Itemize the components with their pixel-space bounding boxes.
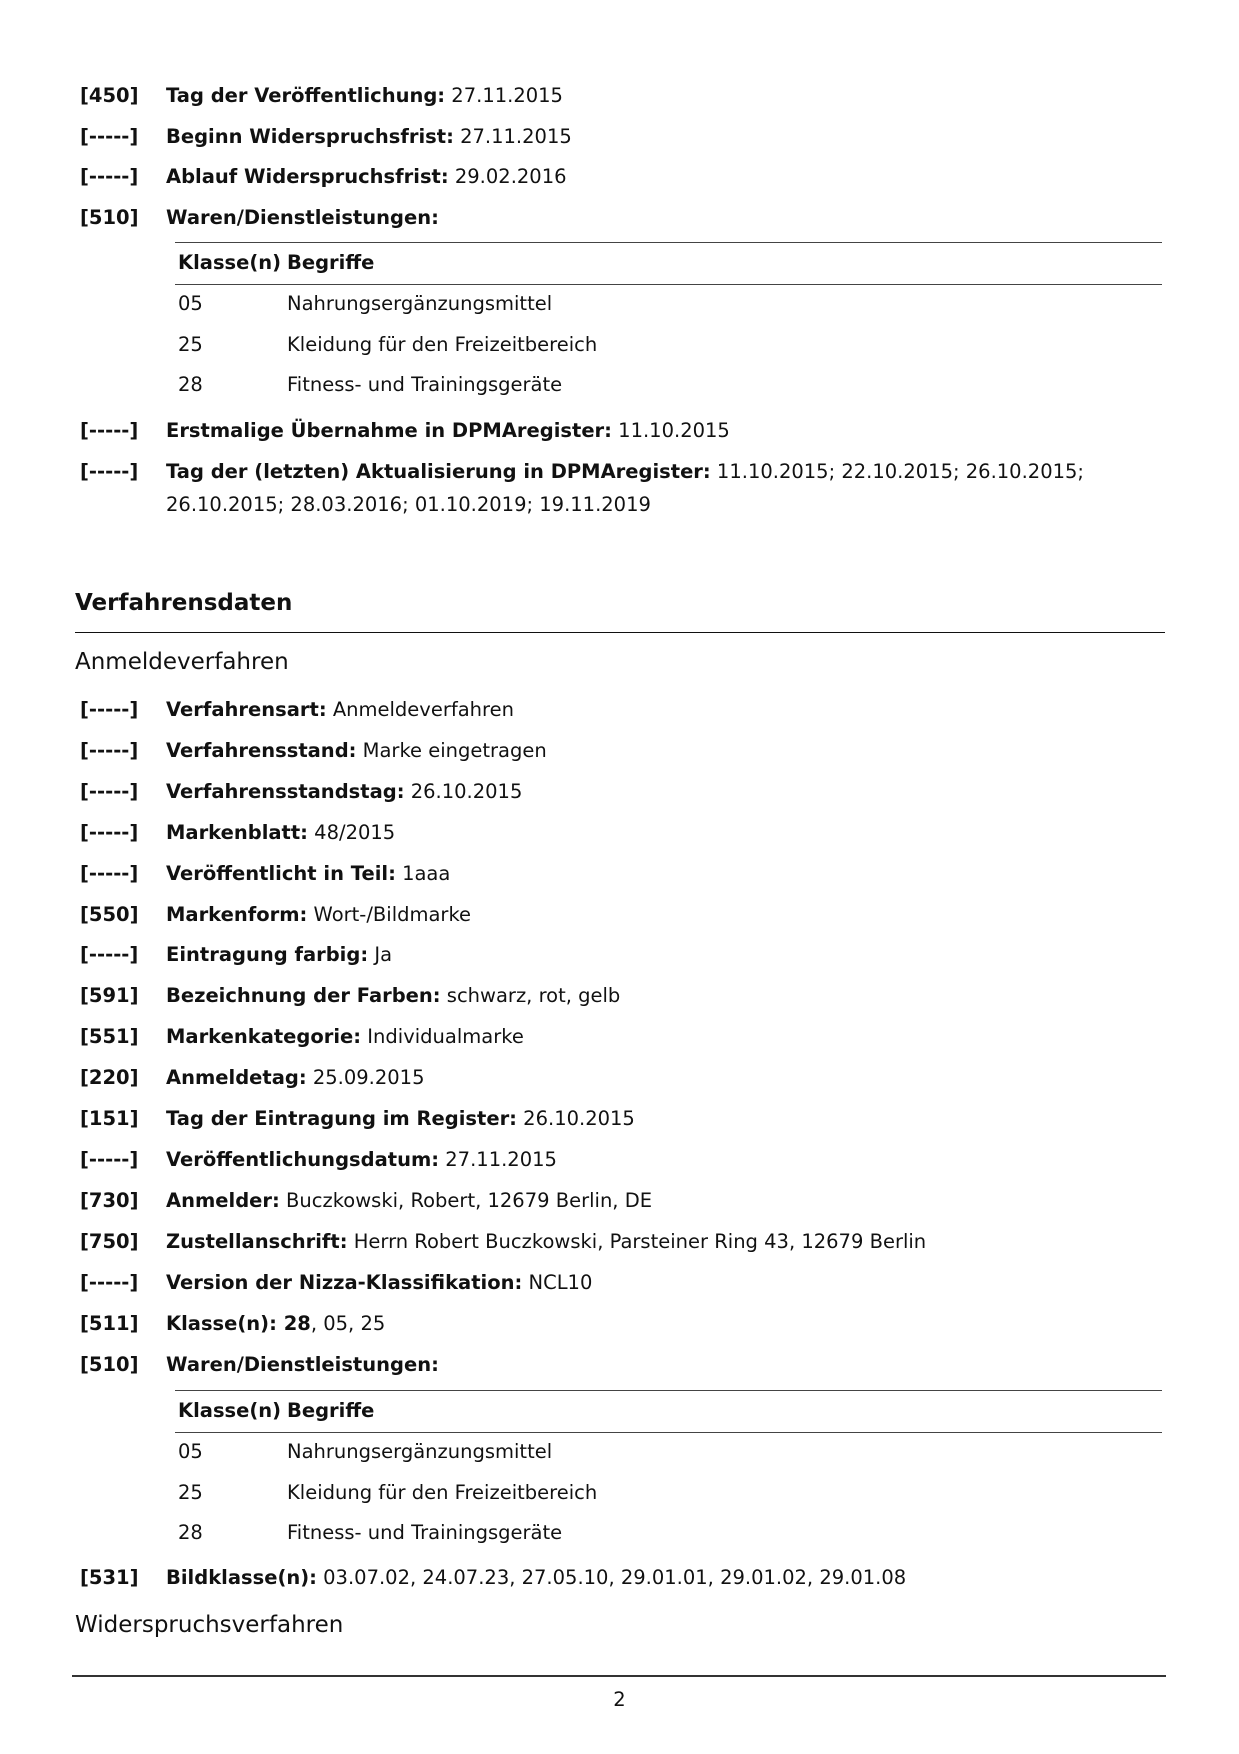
field-label: Bildklasse(n):: [166, 1566, 317, 1589]
field-value: 27.11.2015: [439, 1148, 557, 1171]
field-value: 11.10.2015; 22.10.2015; 26.10.2015;: [710, 460, 1084, 483]
field-value: Ja: [368, 943, 393, 966]
field-label: Waren/Dienstleistungen:: [166, 206, 439, 229]
table-cell-klasse: 28: [178, 1521, 203, 1544]
field-value: 29.02.2016: [448, 165, 567, 188]
field-label: Markenkategorie:: [166, 1025, 362, 1048]
inid-code: [-----]: [80, 943, 139, 966]
footer-rule: [72, 1675, 1166, 1677]
inid-code: [551]: [80, 1025, 139, 1048]
field-label: Klasse(n):: [166, 1312, 277, 1335]
inid-code: [-----]: [80, 780, 139, 803]
field-label: Anmeldetag:: [166, 1066, 307, 1089]
inid-code: [-----]: [80, 821, 139, 844]
field-value: 26.10.2015: [404, 780, 523, 803]
field-value: Marke eingetragen: [356, 739, 547, 762]
field-value: , 05, 25: [310, 1312, 386, 1335]
inid-code: [550]: [80, 903, 139, 926]
field-value: 11.10.2015: [611, 419, 730, 442]
field-label: Verfahrensstandstag:: [166, 780, 405, 803]
inid-code: [-----]: [80, 419, 139, 442]
table-header-rule: [175, 284, 1162, 285]
table-top-rule: [175, 242, 1162, 243]
field-value: NCL10: [522, 1271, 593, 1294]
table-cell-klasse: 28: [178, 373, 203, 396]
inid-code: [-----]: [80, 862, 139, 885]
table-top-rule: [175, 1390, 1162, 1391]
field-label: Version der Nizza-Klassifikation:: [166, 1271, 523, 1294]
field-label: Erstmalige Übernahme in DPMAregister:: [166, 419, 612, 442]
inid-code: [-----]: [80, 1271, 139, 1294]
inid-code: [531]: [80, 1566, 139, 1589]
table-cell-begriff: Kleidung für den Freizeitbereich: [287, 1481, 598, 1504]
inid-code: [511]: [80, 1312, 139, 1335]
field-label: Eintragung farbig:: [166, 943, 369, 966]
field-value: Anmeldeverfahren: [326, 698, 514, 721]
inid-code: [151]: [80, 1107, 139, 1130]
field-value: Individualmarke: [361, 1025, 524, 1048]
column-header-begriffe: Begriffe: [287, 1399, 375, 1422]
field-label: Verfahrensart:: [166, 698, 327, 721]
field-label: Veröffentlichungsdatum:: [166, 1148, 440, 1171]
table-cell-begriff: Nahrungsergänzungsmittel: [287, 292, 553, 315]
inid-code: [-----]: [80, 460, 139, 483]
field-value: 03.07.02, 24.07.23, 27.05.10, 29.01.01, 29.01.02, 29.01.08: [316, 1566, 907, 1589]
column-header-begriffe: Begriffe: [287, 251, 375, 274]
field-value: 25.09.2015: [306, 1066, 425, 1089]
field-value: 48/2015: [307, 821, 396, 844]
table-cell-begriff: Fitness- und Trainingsgeräte: [287, 373, 563, 396]
inid-code: [510]: [80, 206, 139, 229]
field-label: Tag der (letzten) Aktualisierung in DPMAregister:: [166, 460, 711, 483]
inid-code: [-----]: [80, 165, 139, 188]
table-header-rule: [175, 1432, 1162, 1433]
subsection-title-widerspruchsverfahren: Widerspruchsverfahren: [75, 1612, 344, 1638]
table-cell-klasse: 05: [178, 1440, 203, 1463]
field-value: schwarz, rot, gelb: [440, 984, 621, 1007]
inid-code: [-----]: [80, 698, 139, 721]
inid-code: [220]: [80, 1066, 139, 1089]
inid-code: [-----]: [80, 1148, 139, 1171]
field-value: 27.11.2015: [453, 125, 572, 148]
field-label: Zustellanschrift:: [166, 1230, 348, 1253]
field-value-continued: 26.10.2015; 28.03.2016; 01.10.2019; 19.11.2019: [166, 493, 651, 516]
inid-code: [510]: [80, 1353, 139, 1376]
table-cell-klasse: 25: [178, 1481, 203, 1504]
field-label: Bezeichnung der Farben:: [166, 984, 441, 1007]
field-label: Veröffentlicht in Teil:: [166, 862, 396, 885]
field-label: Verfahrensstand:: [166, 739, 357, 762]
table-cell-klasse: 25: [178, 333, 203, 356]
field-value: 27.11.2015: [445, 84, 563, 107]
column-header-klassen: Klasse(n): [178, 251, 282, 274]
table-cell-begriff: Fitness- und Trainingsgeräte: [287, 1521, 563, 1544]
inid-code: [730]: [80, 1189, 139, 1212]
field-label: Ablauf Widerspruchsfrist:: [166, 165, 449, 188]
field-label: Tag der Veröffentlichung:: [166, 84, 446, 107]
field-label: Waren/Dienstleistungen:: [166, 1353, 439, 1376]
field-label: Anmelder:: [166, 1189, 280, 1212]
inid-code: [450]: [80, 84, 139, 107]
field-label: Beginn Widerspruchsfrist:: [166, 125, 454, 148]
field-value: Wort-/Bildmarke: [307, 903, 472, 926]
field-value: Buczkowski, Robert, 12679 Berlin, DE: [279, 1189, 653, 1212]
field-label: Tag der Eintragung im Register:: [166, 1107, 517, 1130]
table-cell-begriff: Kleidung für den Freizeitbereich: [287, 333, 598, 356]
section-rule: [75, 632, 1165, 633]
field-value: Herrn Robert Buczkowski, Parsteiner Ring 43, 12679 Berlin: [347, 1230, 927, 1253]
inid-code: [-----]: [80, 125, 139, 148]
table-cell-begriff: Nahrungsergänzungsmittel: [287, 1440, 553, 1463]
page-number: 2: [613, 1688, 626, 1711]
field-value-lead-class: 28: [276, 1312, 311, 1335]
inid-code: [750]: [80, 1230, 139, 1253]
inid-code: [-----]: [80, 739, 139, 762]
field-label: Markenblatt:: [166, 821, 308, 844]
field-label: Markenform:: [166, 903, 308, 926]
section-title: Verfahrensdaten: [75, 590, 293, 616]
field-value: 26.10.2015: [516, 1107, 635, 1130]
table-cell-klasse: 05: [178, 292, 203, 315]
inid-code: [591]: [80, 984, 139, 1007]
field-value: 1aaa: [395, 862, 451, 885]
subsection-title-anmeldeverfahren: Anmeldeverfahren: [75, 649, 289, 675]
column-header-klassen: Klasse(n): [178, 1399, 282, 1422]
